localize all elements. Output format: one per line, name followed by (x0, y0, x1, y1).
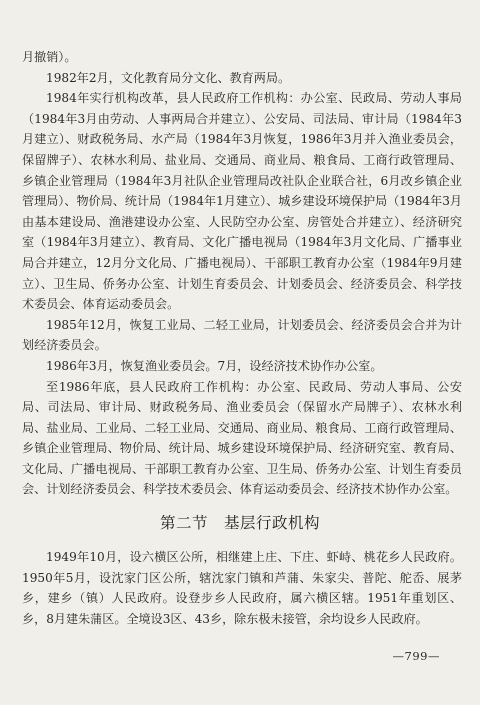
body-text-bottom (22, 547, 462, 629)
paragraph: 1982年2月，文化教育局分文化、教育两局。 (46, 70, 291, 85)
paragraph: 1986年3月，恢复渔业委员会。7月，设经济技术协作办公室。 (46, 358, 383, 373)
paragraph: 1984年实行机构改革，县人民政府工作机构：办公室、民政局、劳动人事局（1984年3月由劳动、人事两局合并建立）、公安局、司法局、审计局（1984年3月建立）、财政税务局、水产局（1984年3月恢复，1986年3月并入渔业委员会，保留牌子）、农林水利局、盐业局、交通局、商业局、粮食局、工商行政管理局、乡镇企业管理局（1984年3月社队企业管理局改社队企业联合社，6月改乡镇企业管理局）、物价局、统计局（1984年1月建立）、城乡建设环境保护局（1984年3月由基本建设局、渔港建设办公室、人民防空办公室、房管处合并建立）、经济研究室（1984年3月建立）、教育局、文化广播电视局（1984年3月文化局、广播事业局合并建立，12月分文化局、广播电视局）、干部职工教育办公室（1984年9月建立）、卫生局、侨务办公室、计划生育委员会、计划委员会、经济委员会、科学技术委员会、体育运动委员会。 (22, 91, 462, 312)
section-heading (0, 511, 480, 533)
section-title: 基层行政机构 (224, 514, 321, 532)
page-number: —799— (392, 649, 440, 663)
paragraph: 至1986年底，县人民政府工作机构：办公室、民政局、劳动人事局、公安局、司法局、审计局、财政税务局、渔业委员会（保留水产局牌子）、农林水利局、盐业局、工业局、二轻工业局、交通局、商业局、粮食局、工商行政管理局、乡镇企业管理局、物价局、统计局、城乡建设环境保护局、经济研究室、教育局、文化局、广播电视局、干部职工教育办公室、卫生局、侨务办公室、计划生育委员会、计划经济委员会、科学技术委员会、体育运动委员会、经济技术协作办公室。 (22, 379, 462, 497)
paragraph: 1985年12月，恢复工业局、二轻工业局，计划委员会、经济委员会合并为计划经济委员会。 (22, 317, 462, 353)
paragraph: 月撤销）。 (22, 50, 77, 64)
section-number: 第二节 (159, 514, 208, 532)
body-text-top (22, 47, 462, 500)
paragraph: 1949年10月，设六横区公所，相继建上庄、下庄、虾峙、桃花乡人民政府。1950年5月，设沈家门区公所，辖沈家门镇和芦蒲、朱家尖、普陀、舵岙、展茅乡，建乡（镇）人民政府。设登步乡人民政府，属六横区辖。1951年重划区、乡，8月建朱蒲区。全境设3区、43乡，除东极未接管，余均设乡人民政府。 (22, 550, 462, 626)
